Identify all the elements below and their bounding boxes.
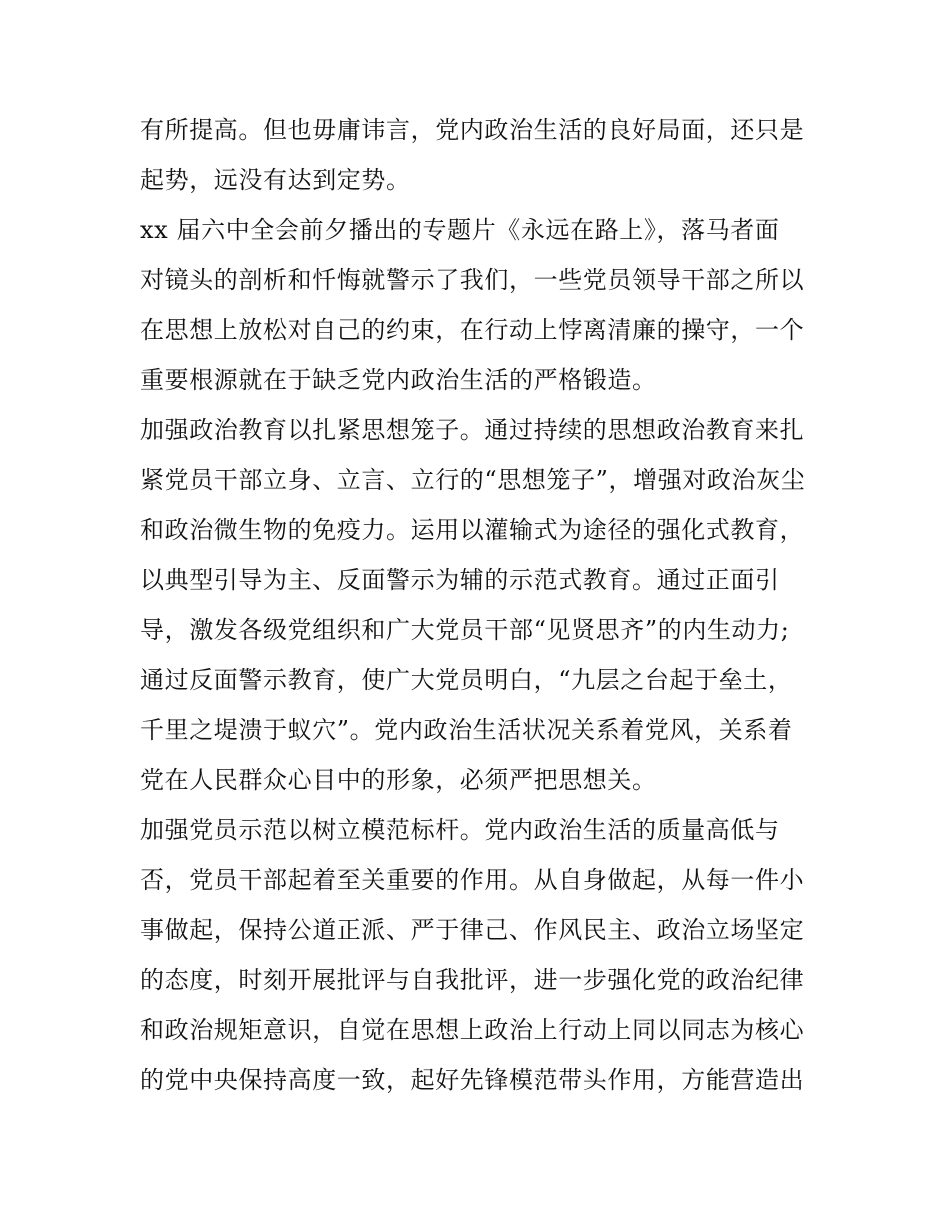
text-line: 千里之堤溃于蚁穴”。党内政治生活状况关系着党风，关系着 xyxy=(140,716,793,744)
text-line: 党在人民群众心目中的形象，必须严把思想关。 xyxy=(140,766,657,794)
text-line: 加强党员示范以树立模范标杆。党内政治生活的质量高低与 xyxy=(140,816,780,844)
text-line: 重要根源就在于缺乏党内政治生活的严格锻造。 xyxy=(140,366,657,394)
text-line: 紧党员干部立身、立言、立行的“思想笼子”，增强对政治灰尘 xyxy=(140,466,806,494)
text-line: 和政治微生物的免疫力。运用以灌输式为途径的强化式教育， xyxy=(140,516,805,544)
text-line: 的态度，时刻开展批评与自我批评，进一步强化党的政治纪律 xyxy=(140,966,805,994)
text-line: 导，激发各级党组织和广大党员干部“见贤思齐”的内生动力; xyxy=(140,616,790,644)
text-line: 起势，远没有达到定势。 xyxy=(140,166,411,194)
text-line: 以典型引导为主、反面警示为辅的示范式教育。通过正面引 xyxy=(140,566,780,594)
text-line: 有所提高。但也毋庸讳言，党内政治生活的良好局面，还只是 xyxy=(140,116,805,144)
text-line: 通过反面警示教育，使广大党员明白，“九层之台起于垒土， xyxy=(140,666,793,694)
text-line: 在思想上放松对自己的约束，在行动上悖离清廉的操守，一个 xyxy=(140,316,805,344)
text-line: 和政治规矩意识，自觉在思想上政治上行动上同以同志为核心 xyxy=(140,1016,805,1044)
text-line: 对镜头的剖析和忏悔就警示了我们，一些党员领导干部之所以 xyxy=(140,266,805,294)
text-line: 否，党员干部起着至关重要的作用。从自身做起，从每一件小 xyxy=(140,866,805,894)
text-line: 事做起，保持公道正派、严于律己、作风民主、政治立场坚定 xyxy=(140,916,805,944)
text-line: xx 届六中全会前夕播出的专题片《永远在路上》，落马者面 xyxy=(140,216,780,244)
text-line: 加强政治教育以扎紧思想笼子。通过持续的思想政治教育来扎 xyxy=(140,416,805,444)
text-line: 的党中央保持高度一致，起好先锋模范带头作用，方能营造出 xyxy=(140,1066,805,1094)
